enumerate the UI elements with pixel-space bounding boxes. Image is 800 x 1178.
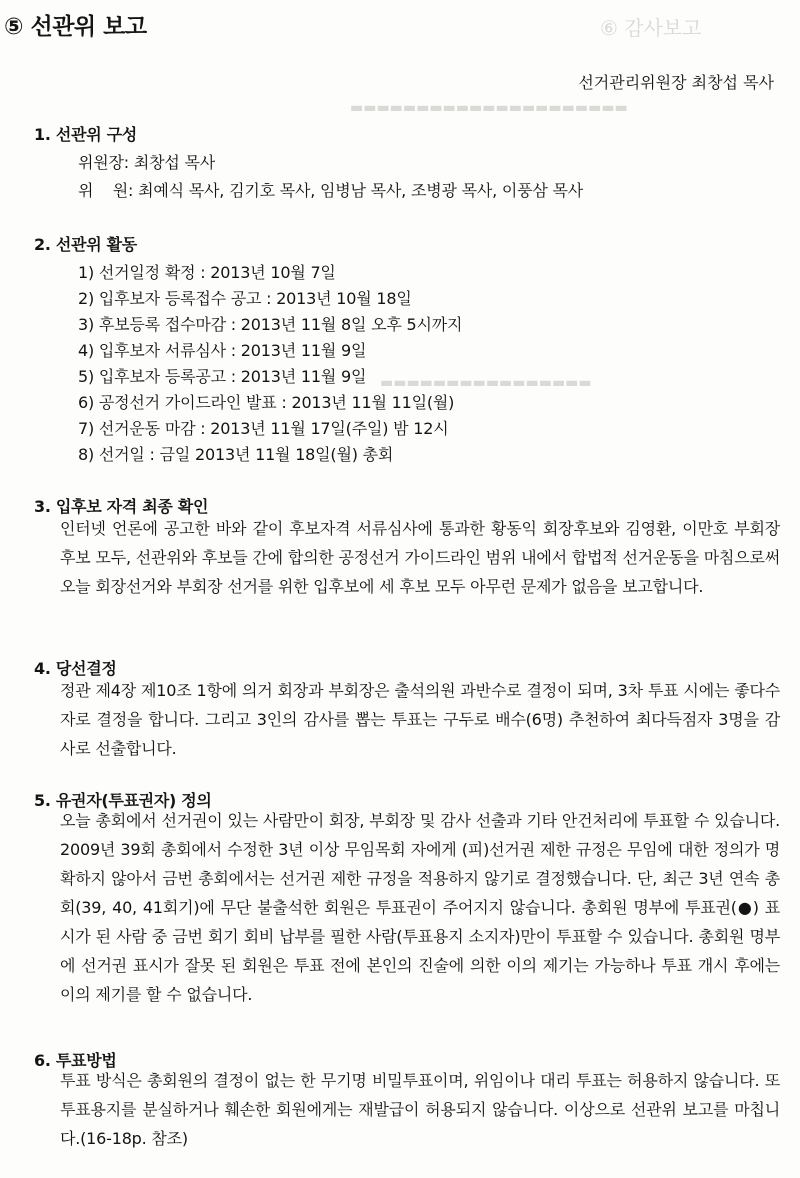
section-heading: 3. 입후보 자격 최종 확인 bbox=[34, 497, 209, 516]
activity-item: 2) 입후보자 등록접수 공고 : 2013년 10월 18일 bbox=[78, 289, 412, 308]
activity-item: 7) 선거운동 마감 : 2013년 11월 17일(주일) 밤 12시 bbox=[78, 419, 449, 438]
section-body: 오늘 총회에서 선거권이 있는 사람만이 회장, 부회장 및 감사 선출과 기타 안건처리에 투표할 수 있습니다. 2009년 39회 총회에서 수정한 3년 이상 무임목회 자에게 (피)선거권 제한 규정은 무임에 대한 정의가 명확하지 않아서 금번 총회에서는 선거권 제한 규정을 적용하지 않기로 결정했습니다. 단, 최근 3년 연속 총회(39, 40, 41회기)에 무단 불출석한 회원은 투표권이 주어지지 않습니다. 총회원 명부에 투표권(●) 표시가 된 사람 중 금번 회기 회비 납부를 필한 사람(투표용지 소지자)만이 투표할 수 있습니다. 총회원 명부에 선거권 표시가 잘못 된 회원은 투표 전에 본인의 진술에 의한 이의 제기는 가능하나 투표 개시 후에는 이의 제기를 할 수 없습니다. bbox=[60, 811, 780, 1004]
activity-item: 8) 선거일 : 금일 2013년 11월 18일(월) 총회 bbox=[78, 445, 394, 464]
section-heading: 2. 선관위 활동 bbox=[34, 235, 137, 254]
section-body: 인터넷 언론에 공고한 바와 같이 후보자격 서류심사에 통과한 황동익 회장후보와 김영환, 이만호 부회장 후보 모두, 선관위와 후보들 간에 합의한 공정선거 가이드라인 범위 내에서 합법적 선거운동을 마침으로써 오늘 회장선거와 부회장 선거를 위한 입후보에 세 후보 모두 아무런 문제가 없음을 보고합니다. bbox=[60, 519, 780, 596]
section-body: 투표 방식은 총회원의 결정이 없는 한 무기명 비밀투표이며, 위임이나 대리 투표는 허용하지 않습니다. 또 투표용지를 분실하거나 훼손한 회원에게는 재발급이 허용되지 않습니다. 이상으로 선관위 보고를 마칩니다.(16-18p. 참조) bbox=[60, 1071, 780, 1148]
show-through-artifact: ▬▬▬▬▬▬▬▬▬▬▬▬▬▬▬▬ bbox=[380, 375, 592, 391]
activity-item: 5) 입후보자 등록공고 : 2013년 11월 9일 bbox=[78, 367, 367, 386]
activity-item: 3) 후보등록 접수마감 : 2013년 11월 8일 오후 5시까지 bbox=[78, 315, 463, 334]
section-heading: 6. 투표방법 bbox=[34, 1051, 117, 1070]
committee-chair: 위원장: 최창섭 목사 bbox=[78, 153, 216, 172]
page-title: ⑤ 선관위 보고 bbox=[4, 14, 147, 40]
activity-item: 6) 공정선거 가이드라인 발표 : 2013년 11월 11일(월) bbox=[78, 393, 455, 412]
activity-item: 1) 선거일정 확정 : 2013년 10월 7일 bbox=[78, 263, 336, 282]
show-through-artifact: ⑥ 감사보고 bbox=[600, 16, 702, 40]
report-author: 선거관리위원장 최창섭 목사 bbox=[578, 73, 774, 92]
show-through-artifact: ▬▬▬▬▬▬▬▬▬▬▬▬▬▬▬▬▬▬▬▬▬ bbox=[350, 100, 628, 116]
committee-members: 위 원: 최예식 목사, 김기호 목사, 임병남 목사, 조병광 목사, 이풍삼 목사 bbox=[78, 181, 584, 200]
section-heading: 5. 유권자(투표권자) 정의 bbox=[34, 791, 212, 810]
section-body: 정관 제4장 제10조 1항에 의거 회장과 부회장은 출석의원 과반수로 결정이 되며, 3차 투표 시에는 좋다수자로 결정을 합니다. 그리고 3인의 감사를 뽑는 투표는 구두로 배수(6명) 추천하여 최다득점자 3명을 감사로 선출합니다. bbox=[60, 681, 780, 758]
activity-item: 4) 입후보자 서류심사 : 2013년 11월 9일 bbox=[78, 341, 367, 360]
section-heading: 1. 선관위 구성 bbox=[34, 125, 137, 144]
section-heading: 4. 당선결정 bbox=[34, 659, 117, 678]
